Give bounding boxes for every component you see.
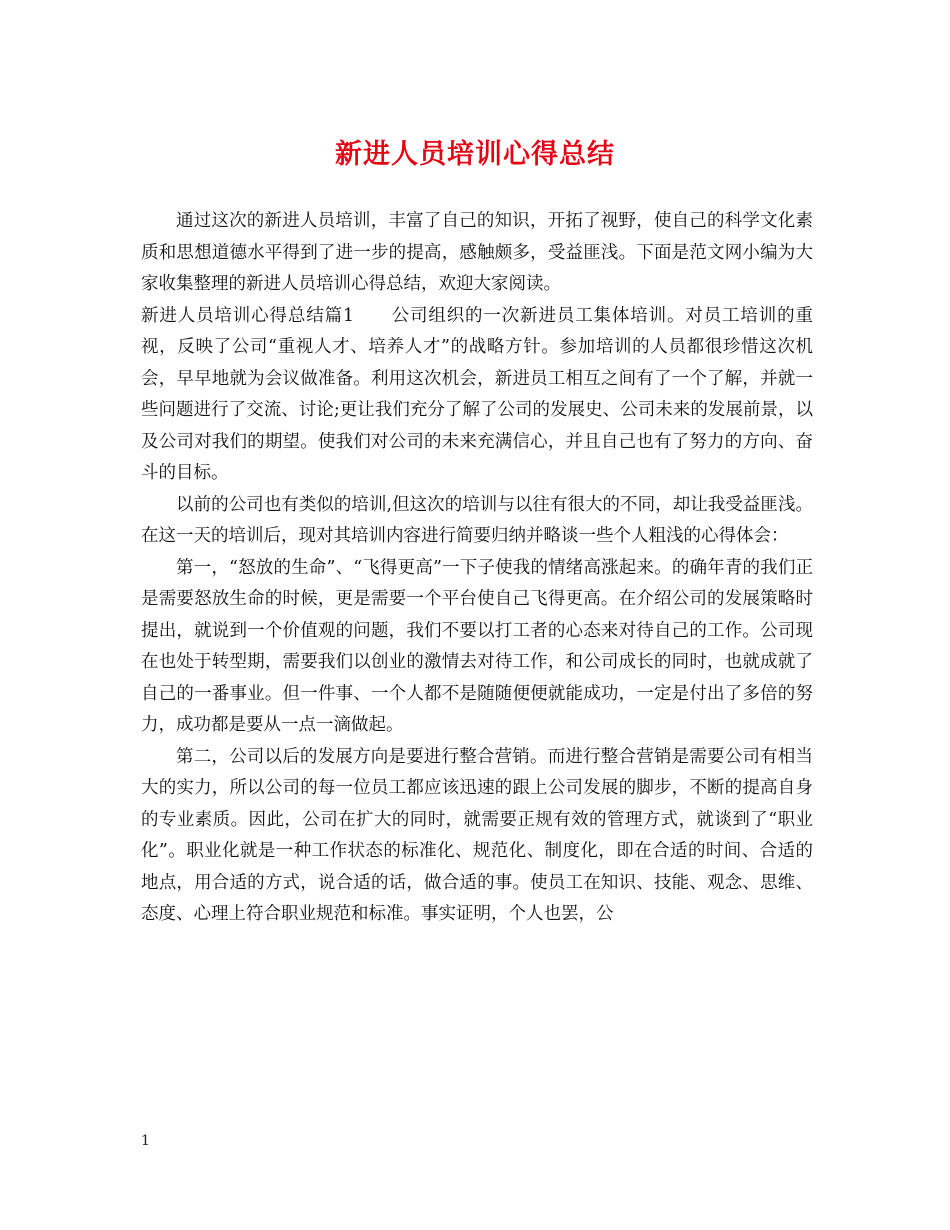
paragraph-intro: 通过这次的新进人员培训，丰富了自己的知识，开拓了视野，使自己的科学文化素质和思想道德水平得到了进一步的提高，感触颇多，受益匪浅。下面是范文网小编为大家收集整理的新进人员培训心得总结，欢迎大家阅读。 bbox=[141, 211, 813, 294]
document-title: 新进人员培训心得总结 bbox=[335, 139, 615, 170]
page-number: 1 bbox=[141, 1133, 150, 1149]
paragraph-second-point: 第二，公司以后的发展方向是要进行整合营销。而进行整合营销是需要公司有相当大的实力，所以公司的每一位员工都应该迅速的跟上公司发展的脚步，不断的提高自身的专业素质。因此，公司在扩大的同时，就需要正规有效的管理方式，就谈到了“职业化”。职业化就是一种工作状态的标准化、规范化、制度化，即在合适的时间、合适的地点，用合适的方式，说合适的话，做合适的事。使员工在知识、技能、观念、思维、态度、心理上符合职业规范和标准。事实证明，个人也罢，公 bbox=[141, 746, 813, 924]
paragraph-first-point: 第一，“怒放的生命”、“飞得更高”一下子使我的情绪高涨起来。的确年青的我们正是需要怒放生命的时候，更是需要一个平台使自己飞得更高。在介绍公司的发展策略时提出，就说到一个价值观的问题，我们不要以打工者的心态来对待自己的工作。公司现在也处于转型期，需要我们以创业的激情去对待工作，和公司成长的同时，也就成就了自己的一番事业。但一件事、一个人都不是随随便便就能成功，一定是付出了多倍的努力，成功都是要从一点一滴做起。 bbox=[141, 557, 813, 735]
paragraph-part-1: 新进人员培训心得总结篇1 公司组织的一次新进员工集体培训。对员工培训的重视，反映了公司“重视人才、培养人才”的战略方针。参加培训的人员都很珍惜这次机会，早早地就为会议做准备。利用这次机会，新进员工相互之间有了一个了解，并就一些问题进行了交流、讨论;更让我们充分了解了公司的发展史、公司未来的发展前景，以及公司对我们的期望。使我们对公司的未来充满信心，并且自己也有了努力的方向、奋斗的目标。 bbox=[141, 305, 813, 483]
document-body bbox=[141, 206, 813, 931]
paragraph-previous-training: 以前的公司也有类似的培训,但这次的培训与以往有很大的不同，却让我受益匪浅。在这一天的培训后，现对其培训内容进行简要归纳并略谈一些个人粗浅的心得体会： bbox=[141, 494, 813, 546]
